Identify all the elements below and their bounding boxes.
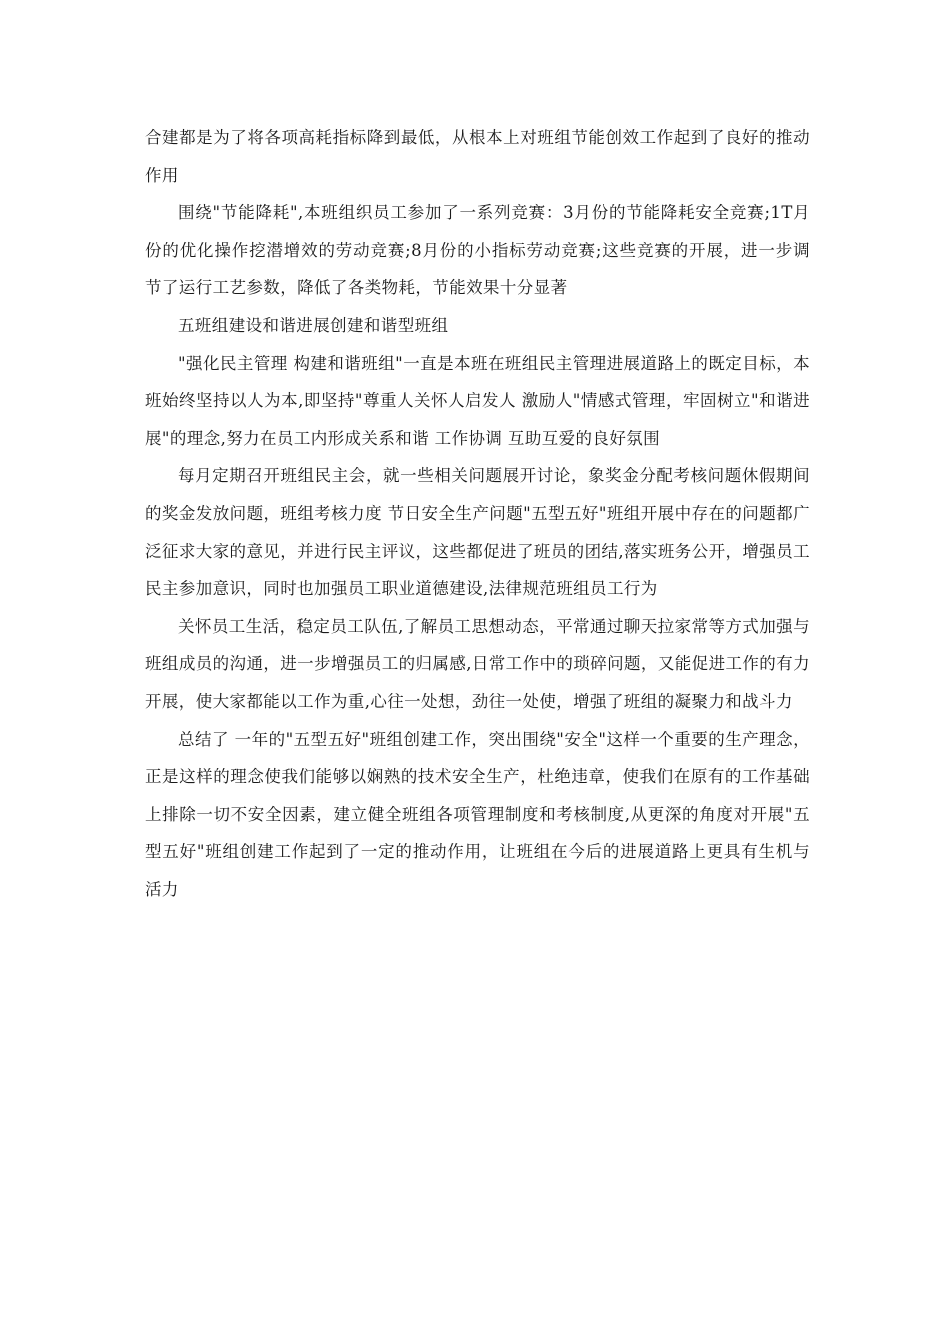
paragraph-5: 每月定期召开班组民主会，就一些相关问题展开讨论，象奖金分配考核问题休假期间的奖金发放问题，班组考核力度 节日安全生产问题"五型五好"班组开展中存在的问题都广泛征求大家的意见，并进行民主评议，这些都促进了班员的团结,落实班务公开，增强员工民主参加意识，同时也加强员工职业道德建设,法律规范班组员工行为 (145, 466, 810, 599)
document-body (145, 119, 810, 908)
paragraph-7: 总结了 一年的"五型五好"班组创建工作，突出围绕"安全"这样一个重要的生产理念，正是这样的理念使我们能够以娴熟的技术安全生产，杜绝违章，使我们在原有的工作基础上排除一切不安全因素，建立健全班组各项管理制度和考核制度,从更深的角度对开展"五型五好"班组创建工作起到了一定的推动作用，让班组在今后的进展道路上更具有生机与活力 (145, 729, 810, 899)
paragraph-1: 合建都是为了将各项高耗指标降到最低，从根本上对班组节能创效工作起到了良好的推动作用 (145, 128, 810, 185)
paragraph-6: 关怀员工生活，稳定员工队伍,了解员工思想动态，平常通过聊天拉家常等方式加强与班组成员的沟通，进一步增强员工的归属感,日常工作中的琐碎问题，又能促进工作的有力开展，使大家都能以工作为重,心往一处想，劲往一处使，增强了班组的凝聚力和战斗力 (145, 616, 810, 711)
paragraph-2: 围绕"节能降耗",本班组织员工参加了一系列竞赛：3月份的节能降耗安全竞赛;1T月份的优化操作挖潜增效的劳动竞赛;8月份的小指标劳动竞赛;这些竞赛的开展，进一步调节了运行工艺参数，降低了各类物耗，节能效果十分显著 (145, 203, 810, 298)
section-heading: 五班组建设和谐进展创建和谐型班组 (178, 315, 449, 335)
paragraph-4: "强化民主管理 构建和谐班组"一直是本班在班组民主管理进展道路上的既定目标，本班始终坚持以人为本,即坚持"尊重人关怀人启发人 激励人"情感式管理，牢固树立"和谐进展"的理念,努力在员工内形成关系和谐 工作协调 互助互爱的良好氛围 (145, 353, 810, 448)
